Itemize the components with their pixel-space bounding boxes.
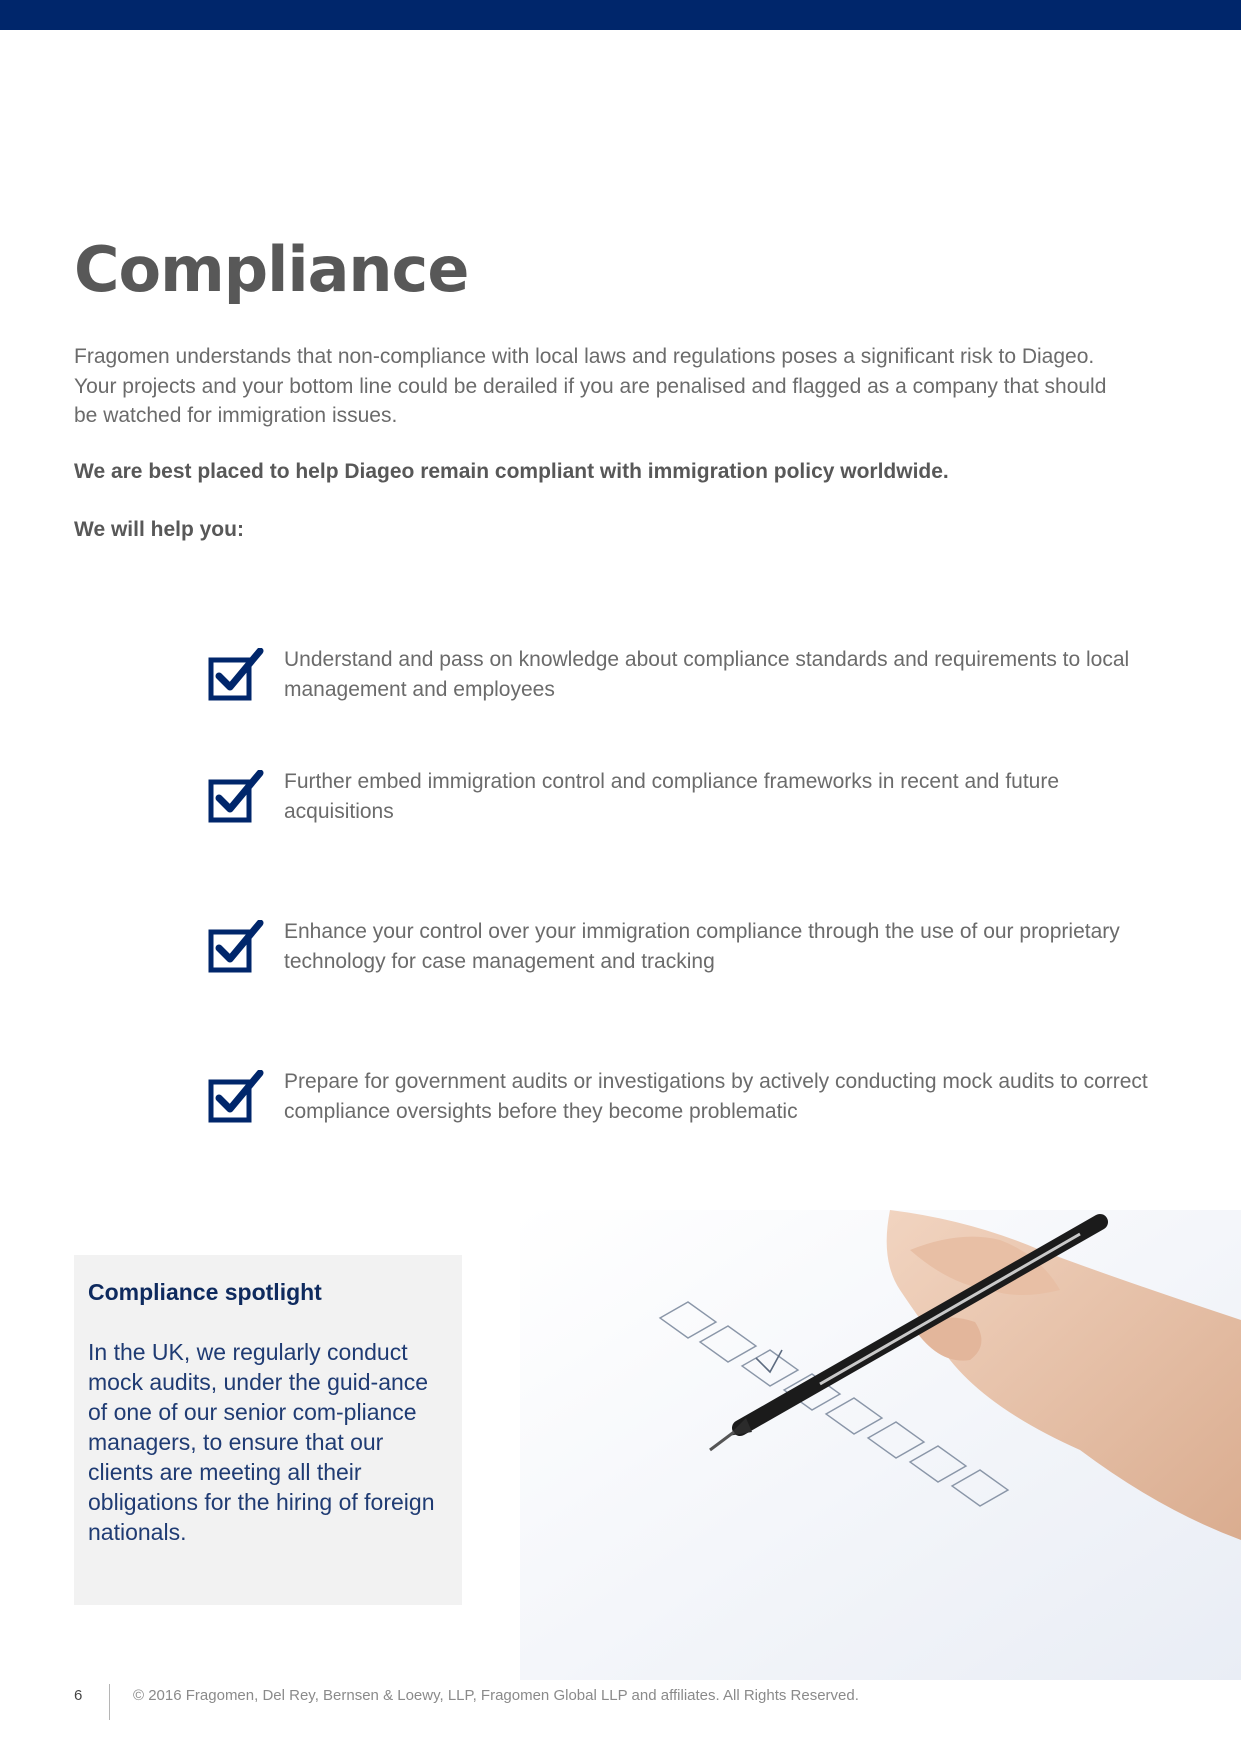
checklist-item-text: Understand and pass on knowledge about compliance standards and requirements to local management and employees bbox=[284, 648, 1130, 701]
key-statement: We are best placed to help Diageo remain compliant with immigration policy worldwide. bbox=[74, 460, 949, 483]
checkbox-checked-icon bbox=[208, 770, 264, 826]
checklist-item-text: Prepare for government audits or investigations by actively conducting mock audits to correct compliance oversights before they become problematic bbox=[284, 1070, 1148, 1123]
footer-copyright: © 2016 Fragomen, Del Rey, Bernsen & Loewy, LLP, Fragomen Global LLP and affiliates. All Rights Reserved. bbox=[133, 1687, 859, 1704]
spotlight-body: In the UK, we regularly conduct mock audits, under the guid-ance of one of our senior com-pliance managers, to ensure that our clients are meeting all their obligations for the hiring of foreign nationals. bbox=[88, 1339, 435, 1545]
hand-with-pen-ticking-checkboxes-image bbox=[520, 1210, 1241, 1680]
intro-paragraph: Fragomen understands that non-compliance with local laws and regulations poses a significant risk to Diageo. Your projects and your bottom line could be derailed if you are penalised and flagged as a company that should be watched for immigration issues. bbox=[74, 345, 1107, 427]
footer-divider bbox=[109, 1684, 110, 1720]
checkbox-checked-icon bbox=[208, 648, 264, 704]
checklist-item-text: Further embed immigration control and compliance frameworks in recent and future acquisitions bbox=[284, 770, 1060, 823]
page-number: 6 bbox=[74, 1687, 83, 1704]
checkbox-checked-icon bbox=[208, 920, 264, 976]
page-title: Compliance bbox=[74, 233, 469, 306]
help-heading: We will help you: bbox=[74, 518, 244, 541]
top-accent-bar bbox=[0, 0, 1241, 30]
checklist-item-text: Enhance your control over your immigration compliance through the use of our proprietary technology for case management and tracking bbox=[284, 920, 1120, 973]
compliance-spotlight-box bbox=[74, 1255, 462, 1605]
checkbox-checked-icon bbox=[208, 1070, 264, 1126]
spotlight-title: Compliance spotlight bbox=[88, 1279, 322, 1305]
